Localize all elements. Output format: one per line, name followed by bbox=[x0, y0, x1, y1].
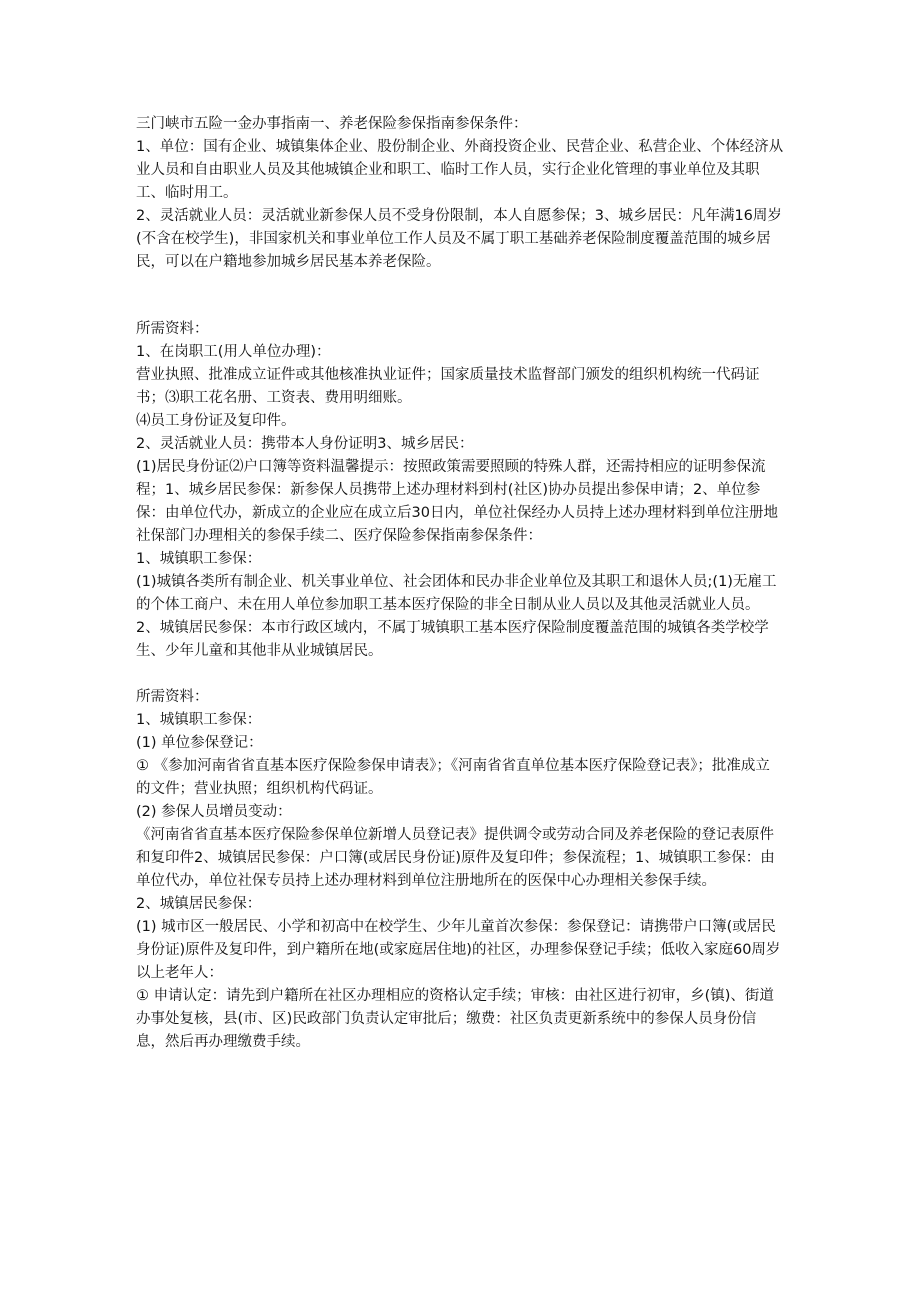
paragraph: 1、在岗职工(用人单位办理)： bbox=[136, 344, 331, 360]
paragraph: (1)城镇各类所有制企业、机关事业单位、社会团体和民办非企业单位及其职工和退休人员;(1)无雇工的个体工商户、未在用人单位参加职工基本医疗保险的非全日制从业人员以及其他灵活就业人员。 bbox=[136, 574, 777, 613]
paragraph: ① 申请认定：请先到户籍所在社区办理相应的资格认定手续；审核：由社区进行初审，乡(镇)、街道办事处复核，县(市、区)民政部门负责认定审批后；缴费：社区负责更新系统中的参保人员身份信息，然后再办理缴费手续。 bbox=[136, 988, 774, 1050]
paragraph: (1)居民身份证⑵户口簿等资料温馨提示：按照政策需要照顾的特殊人群，还需持相应的证明参保流程；1、城乡居民参保：新参保人员携带上述办理材料到村(社区)协办员提出参保申请；2、单位参保：由单位代办，新成立的企业应在成立后30日内，单位社保经办人员持上述办理材料到单位注册地社保部门办理相关的参保手续二、医疗保险参保指南参保条件： bbox=[136, 459, 778, 544]
paragraph: 《河南省省直基本医疗保险参保单位新增人员登记表》提供调令或劳动合同及养老保险的登记表原件和复印件2、城镇居民参保：户口簿(或居民身份证)原件及复印件；参保流程；1、城镇职工参保：由单位代办，单位社保专员持上述办理材料到单位注册地所在的医保中心办理相关参保手续。 bbox=[136, 827, 775, 889]
paragraph: 2、城镇居民参保：本市行政区域内，不属丁城镇职工基本医疗保险制度覆盖范围的城镇各类学校学生、少年儿童和其他非从业城镇居民。 bbox=[136, 620, 769, 659]
paragraph: ① 《参加河南省省直基本医疗保险参保申请表》；《河南省省直单位基本医疗保险登记表》；批准成立的文件；营业执照；组织机构代码证。 bbox=[136, 758, 770, 797]
paragraph: 2、灵活就业人员：携带本人身份证明3、城乡居民： bbox=[136, 436, 474, 452]
paragraph: ⑷员工身份证及复印件。 bbox=[136, 413, 296, 429]
paragraph: (1) 单位参保登记： bbox=[136, 735, 263, 751]
paragraph: (2) 参保人员增员变动： bbox=[136, 804, 292, 820]
paragraph: 1、城镇职工参保： bbox=[136, 712, 262, 728]
paragraph: 2、城镇居民参保： bbox=[136, 896, 262, 912]
pension-condition-flexible: 2、灵活就业人员：灵活就业新参保人员不受身份限制，本人自愿参保；3、城乡居民：凡年满16周岁(不含在校学生)，非国家机关和事业单位工作人员及不属丁职工基础养老保险制度覆盖范围的城乡居民，可以在户籍地参加城乡居民基本养老保险。 bbox=[136, 208, 782, 270]
paragraph: 1、城镇职工参保： bbox=[136, 551, 262, 567]
paragraph: 营业执照、批准成立证件或其他核准执业证件；国家质量技术监督部门颁发的组织机构统一代码证书；⑶职工花名册、工资表、费用明细账。 bbox=[136, 367, 760, 406]
section-spacer bbox=[136, 274, 784, 318]
section-heading: 所需资料： bbox=[136, 689, 209, 705]
pension-condition-unit: 1、单位：国有企业、城镇集体企业、股份制企业、外商投资企业、民营企业、私营企业、个体经济从业人员和自由职业人员及其他城镇企业和职工、临时工作人员，实行企业化管理的事业单位及其职工、临时用工。 bbox=[136, 139, 784, 201]
section-spacer bbox=[136, 663, 784, 686]
document-body bbox=[136, 113, 784, 1054]
section-heading: 所需资料： bbox=[136, 321, 209, 337]
document-title: 三门峡市五险一金办事指南一、养老保险参保指南参保条件： bbox=[136, 116, 528, 132]
paragraph: (1) 城市区一般居民、小学和初高中在校学生、少年儿童首次参保：参保登记：请携带户口簿(或居民身份证)原件及复印件，到户籍所在地(或家庭居住地)的社区，办理参保登记手续；低收入家庭60周岁以上老年人： bbox=[136, 919, 781, 981]
